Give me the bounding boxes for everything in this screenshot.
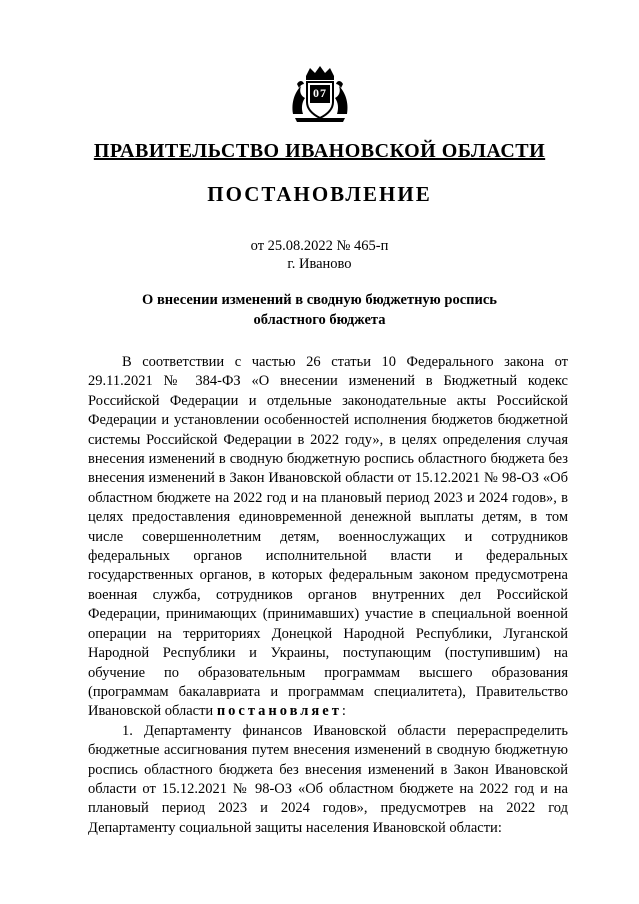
subject-line-2: областного бюджета <box>253 312 386 328</box>
document-type: ПОСТАНОВЛЕНИЕ <box>207 182 432 206</box>
item-1-paragraph: 1. Департаменту финансов Ивановской области перераспределить бюджетные ассигнования путем внесения изменений в сводную бюджетную роспись областного бюджета без внесения изменений в Закон Ивановской области от 15.12.2021 № 98-ОЗ «Об областном бюджете на 2022 год и на плановый период 2023 и 2024 годов», предусмотрев на 2022 год Департаменту социальной защиты населения Ивановской области: <box>88 722 568 836</box>
decree-colon: : <box>341 703 346 720</box>
document-subject <box>0 290 639 330</box>
coat-of-arms-icon <box>289 62 351 124</box>
government-title: ПРАВИТЕЛЬСТВО ИВАНОВСКОЙ ОБЛАСТИ <box>93 140 546 162</box>
city: г. Иваново <box>287 256 352 272</box>
preamble-paragraph <box>88 353 568 722</box>
subject-line-1: О внесении изменений в сводную бюджетную роспись <box>142 292 497 308</box>
emblem-text: 07 <box>313 86 327 100</box>
preamble-text: В соответствии с частью 26 статьи 10 Федерального закона от 29.11.2021 № 384-ФЗ «О внесении изменений в Бюджетный кодекс Российской Федерации и отдельные законодательные акты Российской Федерации и установлении особенностей исполнения бюджетов бюджетной системы Российской Федерации в 2022 году», в целях определения случая внесения изменений в сводную бюджетную роспись областного бюджета без внесения изменений в Закон Ивановской области от 15.12.2021 № 98-ОЗ «Об областном бюджете на 2022 год и на плановый период 2023 и 2024 годов», в целях предоставления единовременной денежной выплаты детям, в том числе совершеннолетним детям, военнослужащих и сотрудников федеральных органов исполнительной власти и федеральных государственных органов, в которых федеральным законом предусмотрена военная служба, сотрудников органов внутренних дел Российской Федерации, принимающих (принимавших) участие в специальной военной операции на территориях Донецкой Народной Республики, Луганской Народной Республики и Украины, поступающим (поступившим) на обучение по образовательным программам высшего образования (программам бакалавриата и программам специалитета), Правительство Ивановской области <box>88 354 568 720</box>
date-number: от 25.08.2022 № 465-п <box>250 238 389 254</box>
decree-word: постановляет <box>216 703 342 720</box>
document-body <box>88 353 568 838</box>
